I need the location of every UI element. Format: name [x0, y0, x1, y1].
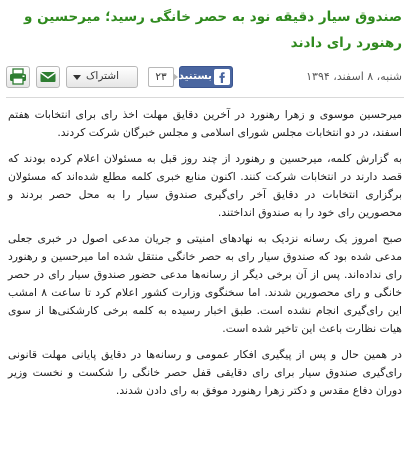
article-body: [8, 106, 402, 408]
facebook-like-count: ۲۳: [148, 67, 174, 87]
divider: [6, 97, 404, 98]
share-dropdown[interactable]: [66, 66, 138, 88]
article-title: صندوق سیار دقیقه نود به حصر خانگی رسید؛ میرحسین و رهنورد رای دادند: [24, 9, 402, 51]
article-paragraph: در همین حال و پس از پیگیری افکار عمومی و رسانه‌ها در دقایق پایانی مهلت قانونی رای‌گیری صندوق سیار برای رای دقایقی قفل حصر خانگی را شکست و نخست وزیر دوران دفاع مقدس و دکتر زهرا رهنورد موفق به رای دادن شدند.: [8, 348, 402, 397]
print-button[interactable]: [6, 66, 30, 88]
article-paragraph: صبح امروز یک رسانه نزدیک به نهادهای امنیتی و جریان مدعی اصول در خبری جعلی مدعی شده بود که صندوق سیار رای به حصر خانگی منتقل شده اما میرحسین و رهنورد رای نداده‌اند. پس از آن برخی دیگر از رسانه‌ها مدعی حضور صندوق سیار رای در حصر خانگی و رای محصورین شدند. اما سخنگوی وزارت کشور اعلام کرد تا ساعت ۸ امشب این رای‌گیری انجام نشده است. طبق اخبار رسیده به کلمه برخی کارشکنی‌ها از سوی هیات نظارت باعث این تاخیر شده است.: [8, 232, 402, 335]
facebook-like-button[interactable]: [179, 66, 233, 88]
printer-icon: [7, 67, 29, 87]
envelope-icon: [37, 67, 59, 87]
facebook-like-label: بستنید: [178, 70, 212, 82]
chevron-down-icon: [71, 70, 83, 84]
share-label: اشتراک: [86, 70, 119, 82]
email-button[interactable]: [36, 66, 60, 88]
article-toolbar: [0, 64, 410, 94]
article-paragraph: میرحسین موسوی و زهرا رهنورد در آخرین دقایق مهلت اخذ رای برای انتخابات هفتم اسفند، در دو انتخابات مجلس شورای اسلامی و مجلس خبرگان شرکت کردند.: [8, 108, 402, 139]
article-date: شنبه، ۸ اسفند، ۱۳۹۴: [306, 70, 402, 83]
facebook-logo-icon: [214, 69, 230, 85]
article-paragraph: به گزارش کلمه، میرحسین و رهنورد از چند روز قبل به مسئولان اعلام کرده بودند که قصد دارند در انتخابات شرکت کنند. اکنون منابع خبری کلمه مطلع شده‌اند که مسئولان برگزاری انتخابات در دقایق آخر رای‌گیری صندوق سیار را به محل حصر بردند و محصورین رای خود را به صندوق انداختند.: [8, 152, 402, 219]
